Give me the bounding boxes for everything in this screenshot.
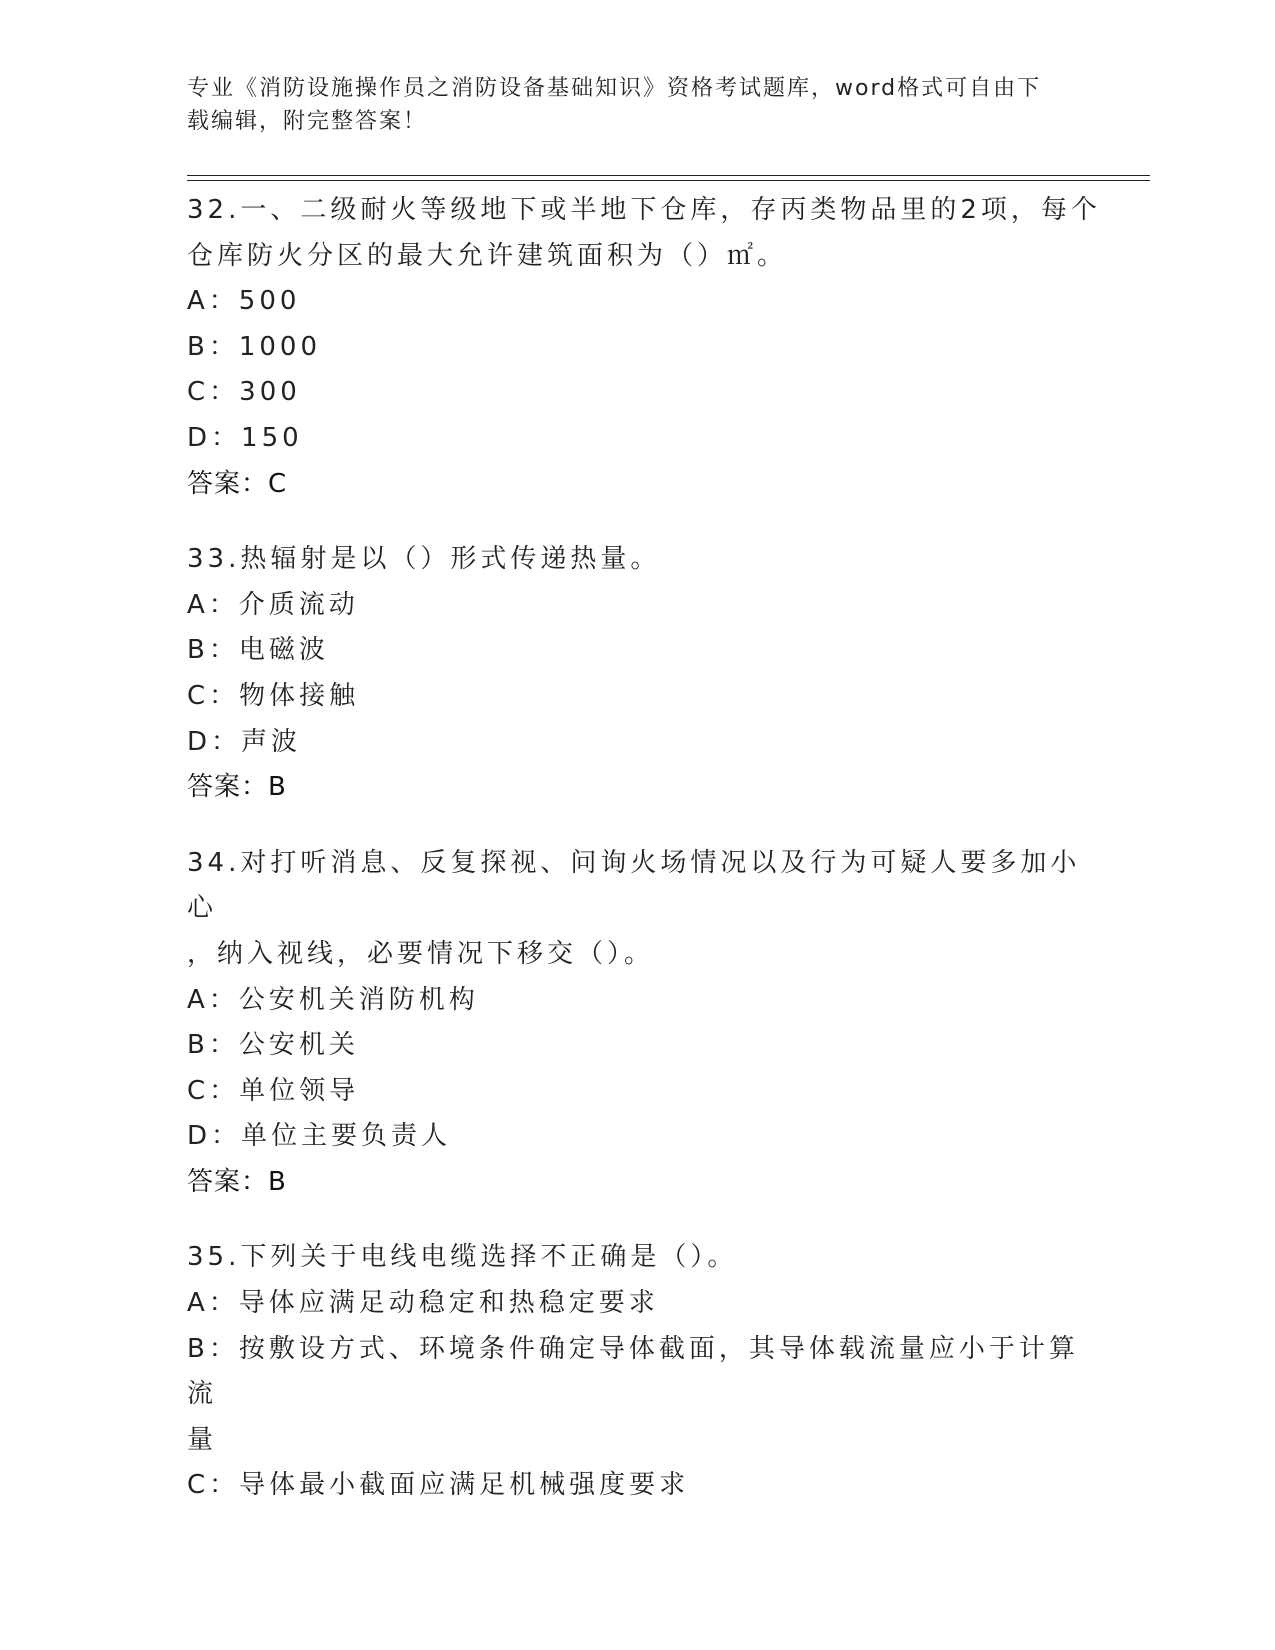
question-text: 34.对打听消息、反复探视、问询火场情况以及行为可疑人要多加小心 [187, 847, 1081, 924]
question-list [187, 188, 1107, 1539]
answer [187, 765, 1107, 811]
option-c: C：导体最小截面应满足机械强度要求 [187, 1470, 690, 1501]
option-a: A：公安机关消防机构 [187, 984, 479, 1015]
option-d: D：单位主要负责人 [187, 1121, 452, 1152]
option-b: B：1000 [187, 331, 322, 362]
option-d: D：声波 [187, 726, 302, 757]
answer [187, 462, 1107, 508]
header-divider-bottom [187, 180, 1150, 181]
question-33 [187, 537, 1107, 811]
question-32 [187, 188, 1107, 507]
header-line-2: 载编辑，附完整答案！ [187, 109, 428, 134]
answer-value: B [268, 772, 287, 803]
option-b-continued: 量 [187, 1424, 218, 1455]
answer [187, 1160, 1107, 1206]
document-header [187, 72, 1067, 138]
option-d: D：150 [187, 422, 303, 453]
question-text: 仓库防火分区的最大允许建筑面积为（）㎡。 [187, 240, 788, 271]
answer-label: 答案： [187, 468, 269, 499]
header-divider-top [187, 175, 1150, 176]
option-b: B：按敷设方式、环境条件确定导体截面，其导体载流量应小于计算流 [187, 1333, 1079, 1410]
question-34 [187, 841, 1107, 1206]
option-a: A：导体应满足动稳定和热稳定要求 [187, 1288, 659, 1319]
option-b: B：电磁波 [187, 635, 329, 666]
answer-label: 答案： [187, 1166, 269, 1197]
question-text: 35.下列关于电线电缆选择不正确是（）。 [187, 1242, 738, 1273]
option-b: B：公安机关 [187, 1030, 359, 1061]
answer-value: C [268, 468, 288, 499]
question-text: 33.热辐射是以（）形式传递热量。 [187, 544, 661, 575]
answer-label: 答案： [187, 772, 269, 803]
option-a: A：介质流动 [187, 589, 359, 620]
question-text: ，纳入视线，必要情况下移交（）。 [187, 938, 655, 969]
answer-value: B [268, 1166, 287, 1197]
option-a: A：500 [187, 286, 301, 317]
header-line-1: 专业《消防设施操作员之消防设备基础知识》资格考试题库，word格式可自由下 [187, 76, 1042, 101]
option-c: C：300 [187, 377, 301, 408]
option-c: C：单位领导 [187, 1075, 360, 1106]
question-35 [187, 1235, 1107, 1509]
question-text: 32.一、二级耐火等级地下或半地下仓库，存丙类物品里的2项，每个 [187, 195, 1101, 225]
option-c: C：物体接触 [187, 680, 360, 711]
